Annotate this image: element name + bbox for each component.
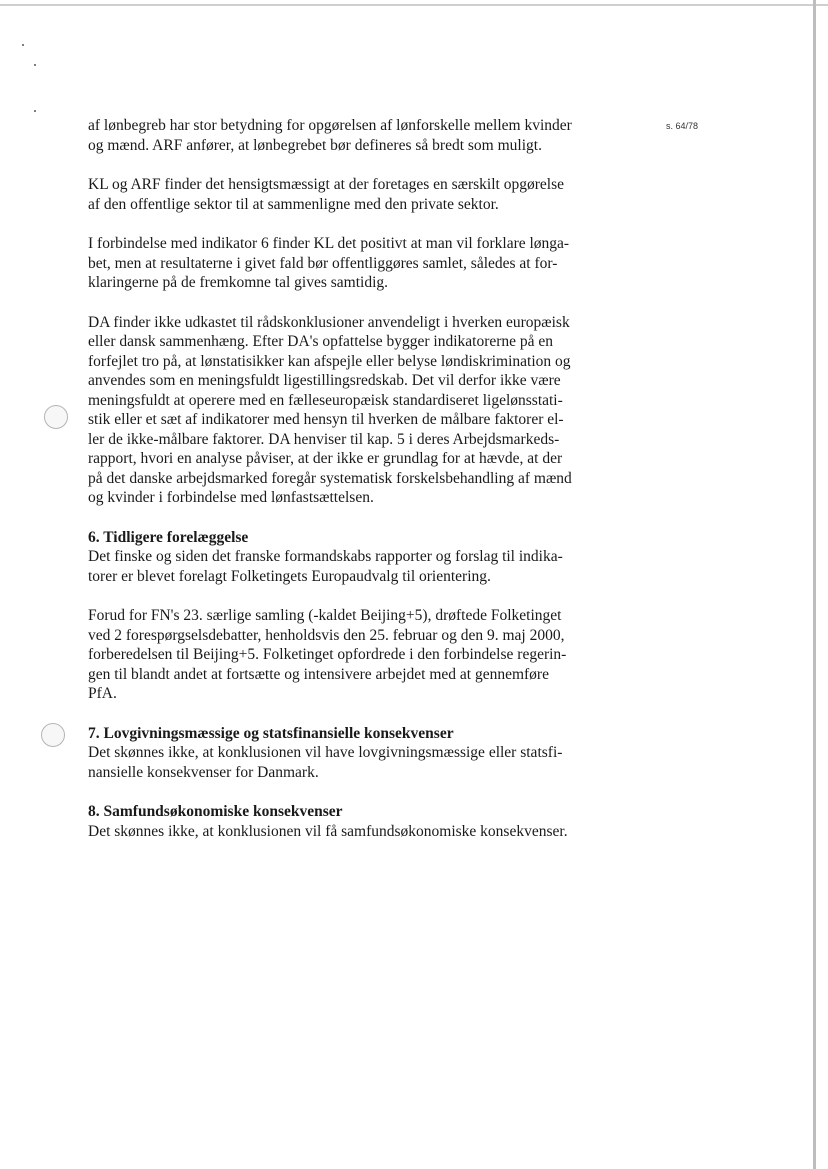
punch-hole-upper <box>44 405 68 429</box>
punch-hole-lower <box>41 723 65 747</box>
section-8-text: Det skønnes ikke, at konklusionen vil få samfundsøkonomiske konsekvenser. <box>88 822 568 840</box>
document-body <box>88 116 628 861</box>
section-7-heading: 7. Lovgivningsmæssige og statsfinansielle konsekvenser <box>88 724 454 742</box>
section-7-text: Det skønnes ikke, at konklusionen vil have lovgivningsmæssige eller statsfi- nansielle konsekvenser for Danmark. <box>88 744 563 781</box>
scan-speck <box>22 44 24 46</box>
scan-speck <box>34 64 36 66</box>
page-number: s. 64/78 <box>666 121 699 131</box>
scan-edge-right <box>813 0 816 1169</box>
paragraph-lonbegreb: af lønbegreb har stor betydning for opgørelsen af lønforskelle mellem kvinder og mænd. ARF anfører, at lønbegrebet bør defineres så bredt som muligt. <box>88 117 572 154</box>
section-6-text: Det finske og siden det franske formandskabs rapporter og forslag til indika- torer er blevet forelagt Folketingets Europaudvalg til orientering. <box>88 548 563 585</box>
scan-edge-top <box>0 4 828 6</box>
paragraph-kl-arf: KL og ARF finder det hensigtsmæssigt at der foretages en særskilt opgørelse af den offentlige sektor til at sammenligne med den private sektor. <box>88 176 564 213</box>
section-8 <box>88 802 628 841</box>
paragraph-beijing: Forud for FN's 23. særlige samling (-kaldet Beijing+5), drøftede Folketinget ved 2 forespørgselsdebatter, henholdsvis den 25. februar og den 9. maj 2000, forberedelsen til Beijing+5. Folketinget opfordrede i den forbindelse regerin- gen til blandt andet at fortsætte og intensivere arbejdet med at gennemføre PfA. <box>88 607 567 702</box>
scan-speck <box>34 110 36 112</box>
paragraph-indikator-6: I forbindelse med indikator 6 finder KL det positivt at man vil forklare lønga- bet, men at resultaterne i givet fald bør offentliggøres samlet, således at for- klaringerne på de fremkomne tal gives samtidig. <box>88 235 570 291</box>
paragraph-da: DA finder ikke udkastet til rådskonklusioner anvendeligt i hverken europæisk eller dansk sammenhæng. Efter DA's opfattelse bygger indikatorerne på en forfejlet tro på, at lønstatisikker kan afspejle eller belyse løndiskrimination og anvendes som en meningsfuldt ligestillingsredskab. Det vil derfor ikke være meningsfuldt at operere med en fælleseuropæisk standardiseret ligelønsstati- stik eller et sæt af indikatorer med hensyn til hverken de målbare faktorer el- ler de ikke-målbare faktorer. DA henviser til kap. 5 i deres Arbejdsmarkeds- rapport, hvori en analyse påviser, at der ikke er grundlag for at hævde, at der på det danske arbejdsmarked foregår systematisk forskelsbehandling af mænd og kvinder i forbindelse med lønfastsættelsen. <box>88 313 572 506</box>
section-7 <box>88 724 628 783</box>
section-8-heading: 8. Samfundsøkonomiske konsekvenser <box>88 803 343 820</box>
section-6-heading: 6. Tidligere forelæggelse <box>88 528 249 546</box>
section-6 <box>88 528 628 587</box>
